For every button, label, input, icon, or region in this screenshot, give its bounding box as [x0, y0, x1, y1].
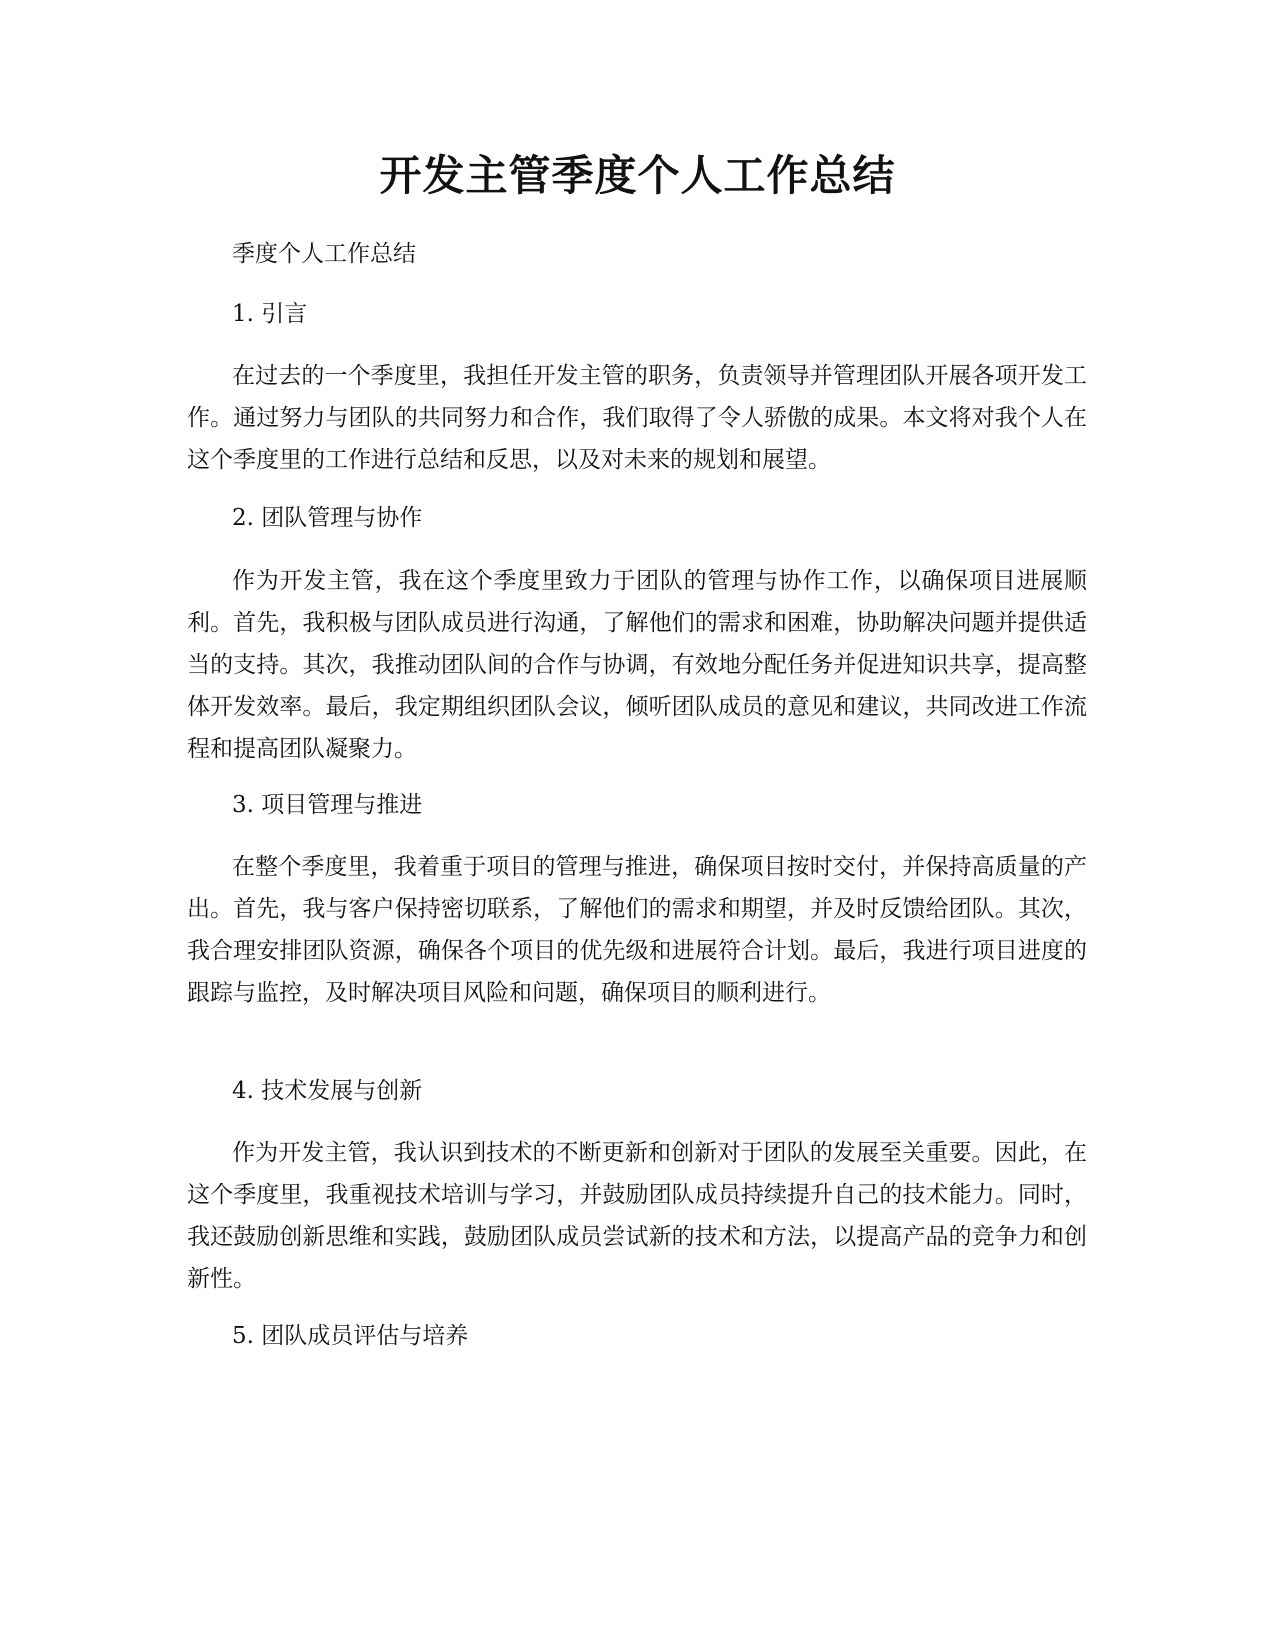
section-4-heading-block [187, 1071, 1087, 1111]
section-4-paragraph-block [187, 1132, 1087, 1300]
section-2-paragraph-block [187, 560, 1087, 770]
section-heading: 2. 团队管理与协作 [232, 505, 423, 531]
document-title: 开发主管季度个人工作总结 [379, 151, 896, 200]
section-heading: 5. 团队成员评估与培养 [232, 1323, 469, 1349]
section-3-heading-block [187, 785, 1087, 825]
section-1-heading-block [187, 294, 1087, 334]
section-heading: 3. 项目管理与推进 [232, 792, 423, 818]
section-1-paragraph-block [187, 355, 1087, 481]
section-5-heading-block [187, 1316, 1087, 1356]
section-heading: 1. 引言 [232, 301, 308, 327]
section-paragraph: 在过去的一个季度里，我担任开发主管的职务，负责领导并管理团队开展各项开发工作。通过努力与团队的共同努力和合作，我们取得了令人骄傲的成果。本文将对我个人在这个季度里的工作进行总结和反思，以及对未来的规划和展望。 [187, 363, 1087, 473]
section-paragraph: 在整个季度里，我着重于项目的管理与推进，确保项目按时交付，并保持高质量的产出。首先，我与客户保持密切联系，了解他们的需求和期望，并及时反馈给团队。其次，我合理安排团队资源，确保各个项目的优先级和进展符合计划。最后，我进行项目进度的跟踪与监控，及时解决项目风险和问题，确保项目的顺利进行。 [187, 854, 1087, 1006]
section-paragraph: 作为开发主管，我认识到技术的不断更新和创新对于团队的发展至关重要。因此，在这个季度里，我重视技术培训与学习，并鼓励团队成员持续提升自己的技术能力。同时，我还鼓励创新思维和实践，鼓励团队成员尝试新的技术和方法，以提高产品的竞争力和创新性。 [187, 1140, 1087, 1292]
section-heading: 4. 技术发展与创新 [232, 1078, 423, 1104]
section-2-heading-block [187, 498, 1087, 538]
document-subtitle: 季度个人工作总结 [232, 241, 416, 267]
document-subtitle-block [187, 234, 1087, 274]
section-paragraph: 作为开发主管，我在这个季度里致力于团队的管理与协作工作，以确保项目进展顺利。首先，我积极与团队成员进行沟通，了解他们的需求和困难，协助解决问题并提供适当的支持。其次，我推动团队间的合作与协调，有效地分配任务并促进知识共享，提高整体开发效率。最后，我定期组织团队会议，倾听团队成员的意见和建议，共同改进工作流程和提高团队凝聚力。 [187, 568, 1087, 762]
section-3-paragraph-block [187, 846, 1087, 1014]
